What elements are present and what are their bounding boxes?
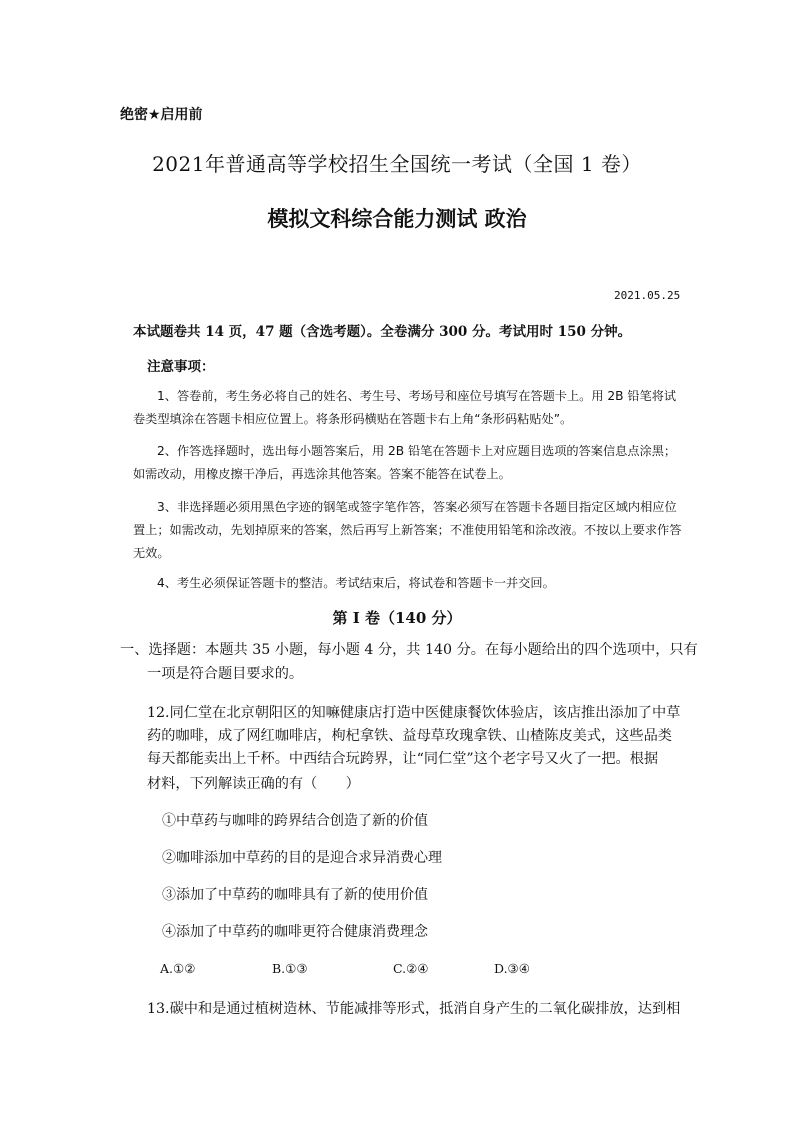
q12-choice-b: B.①③ [272,961,308,976]
notice-item-1: 1、答卷前，考生务必将自己的姓名、考生号、考场号和座位号填写在答题卡上。用 2B 铅笔将试卷类型填涂在答题卡相应位置上。将条形码横贴在答题卡右上角“条形码粘贴处”。 [133,389,677,426]
q12-choice-c: C.②④ [393,961,429,976]
notice-item-3: 3、非选择题必须用黑色字迹的钢笔或签字笔作答，答案必须写在答题卡各题目指定区域内相应位置上；如需改动，先划掉原来的答案，然后再写上新答案；不准使用铅笔和涂改液。不按以上要求作答无效。 [133,500,682,560]
exam-title: 2021年普通高等学校招生全国统一考试（全国 1 卷） [152,152,642,176]
section-title: 第 I 卷（140 分） [332,609,462,627]
q12-line-1: 12.同仁堂在北京朝阳区的知嘛健康店打造中医健康餐饮体验店，该店推出添加了中草 [147,705,681,721]
q12-line-3: 每天都能卖出上千杯。中西结合玩跨界，让“同仁堂”这个老字号又火了一把。根据 [147,751,659,767]
section-instruction-line1: 一、选择题：本题共 35 小题，每小题 4 分，共 140 分。在每小题给出的四个选项中，只有 [120,642,698,658]
q12-line-4: 材料，下列解读正确的有（ ） [147,776,360,792]
q12-option-1: ①中草药与咖啡的跨界结合创造了新的价值 [162,813,428,829]
q12-choice-d: D.③④ [494,961,530,976]
confidential-label: 绝密★启用前 [120,107,203,123]
q12-option-2: ②咖啡添加中草药的目的是迎合求异消费心理 [162,850,442,866]
exam-summary: 本试题卷共 14 页，47 题（含选考题）。全卷满分 300 分。考试用时 150 分钟。 [133,324,632,340]
q13-line-1: 13.碳中和是通过植树造林、节能减排等形式，抵消自身产生的二氧化碳排放，达到相 [147,1001,681,1017]
q12-line-2: 药的咖啡，成了网红咖啡店，枸杞拿铁、益母草玫瑰拿铁、山楂陈皮美式，这些品类 [147,728,672,744]
exam-subtitle: 模拟文科综合能力测试 政治 [267,207,527,231]
q12-option-3: ③添加了中草药的咖啡具有了新的使用价值 [162,887,428,903]
q12-choice-a: A.①② [160,961,196,976]
section-instruction-line2: 一项是符合题目要求的。 [147,666,304,682]
exam-date: 2021.05.25 [614,289,681,302]
notice-item-2: 2、作答选择题时，选出每小题答案后，用 2B 铅笔在答题卡上对应题目选项的答案信息点涂黑；如需改动，用橡皮擦干净后，再选涂其他答案。答案不能答在试卷上。 [133,444,677,481]
notice-heading: 注意事项： [147,359,215,375]
notice-item-4: 4、考生必须保证答题卡的整洁。考试结束后，将试卷和答题卡一并交回。 [157,576,555,590]
q12-option-4: ④添加了中草药的咖啡更符合健康消费理念 [162,924,428,940]
